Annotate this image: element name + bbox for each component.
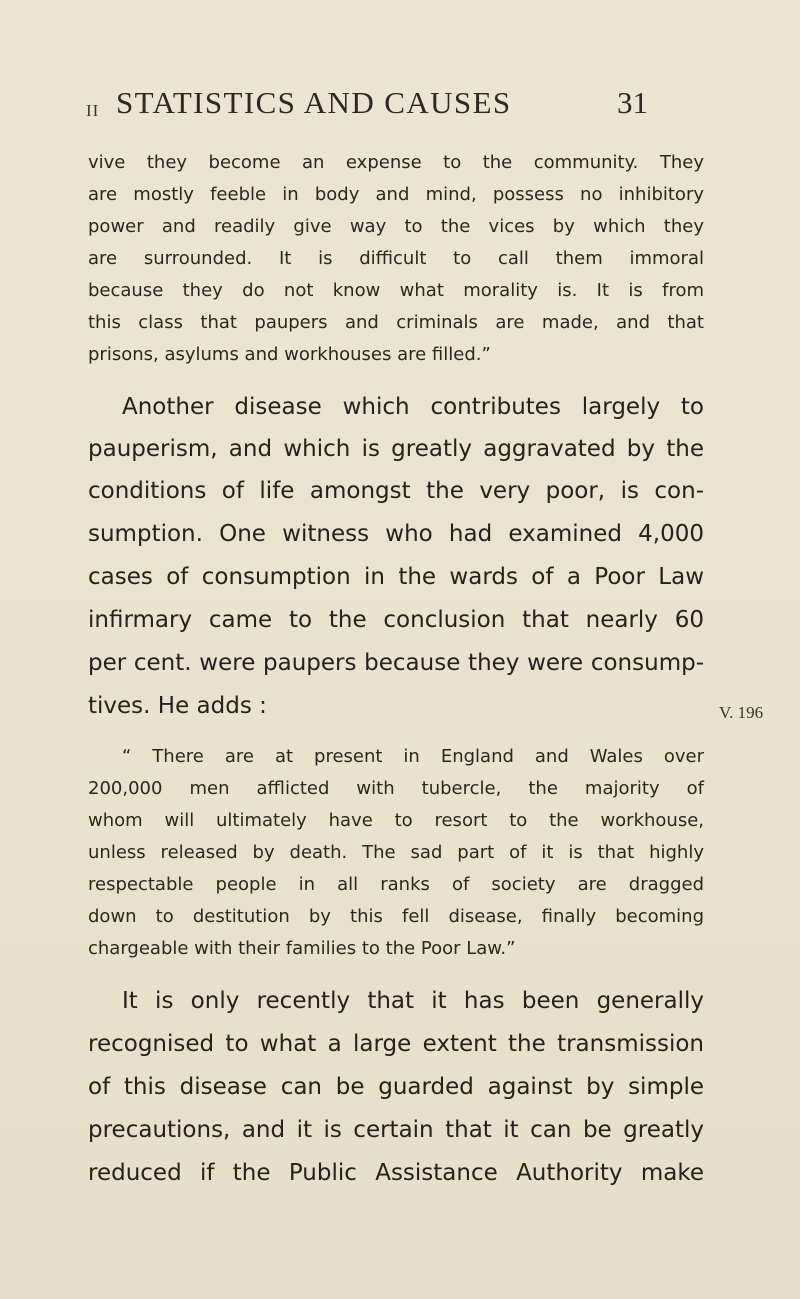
page-number: 31 [617,85,648,120]
paragraph2-line: sumption. One witness who had examined 4,000 [88,521,704,547]
paragraph1-line: are mostly feeble in body and mind, possess no inhibitory [88,184,704,205]
paragraph1-line: prisons, asylums and workhouses are filled.” [88,344,491,365]
paragraph2-line: Another disease which contributes largely to [122,394,704,420]
page-title: STATISTICS AND CAUSES [116,85,512,120]
paragraph2-line: conditions of life amongst the very poor, is con- [88,478,704,504]
paragraph2-line: tives. He adds : [88,693,267,719]
paragraph2-line: per cent. were paupers because they were consump- [88,650,704,676]
paragraph4-line: of this disease can be guarded against by simple [88,1074,704,1100]
paragraph1-line: because they do not know what morality is. It is from [88,280,704,301]
running-head [0,85,800,125]
paragraph4-line: precautions, and it is certain that it can be greatly [88,1117,704,1143]
quotation-line: unless released by death. The sad part of it is that highly [88,842,704,863]
quotation-line: down to destitution by this fell disease, finally becoming [88,906,704,927]
paragraph1-line: are surrounded. It is difficult to call them immoral [88,248,704,269]
quotation-line: chargeable with their families to the Poor Law.” [88,938,516,959]
paragraph1-line: power and readily give way to the vices by which they [88,216,704,237]
paragraph4-line: recognised to what a large extent the transmission [88,1031,704,1057]
paragraph2-line: cases of consumption in the wards of a Poor Law [88,564,704,590]
paragraph1-line: vive they become an expense to the community. They [88,152,704,173]
paragraph2-line: pauperism, and which is greatly aggravated by the [88,436,704,462]
quotation-line: whom will ultimately have to resort to the workhouse, [88,810,704,831]
quotation-line: 200,000 men afflicted with tubercle, the majority of [88,778,704,799]
paragraph4-line: It is only recently that it has been generally [122,988,704,1014]
quotation-line: “ There are at present in England and Wales over [122,746,704,767]
chapter-number: II [86,101,100,120]
paragraph4-line: reduced if the Public Assistance Authority make [88,1160,704,1186]
paragraph1-line: this class that paupers and criminals are made, and that [88,312,704,333]
margin-reference: V. 196 [719,703,764,722]
quotation-line: respectable people in all ranks of society are dragged [88,874,704,895]
paragraph2-line: infirmary came to the conclusion that nearly 60 [88,607,704,633]
